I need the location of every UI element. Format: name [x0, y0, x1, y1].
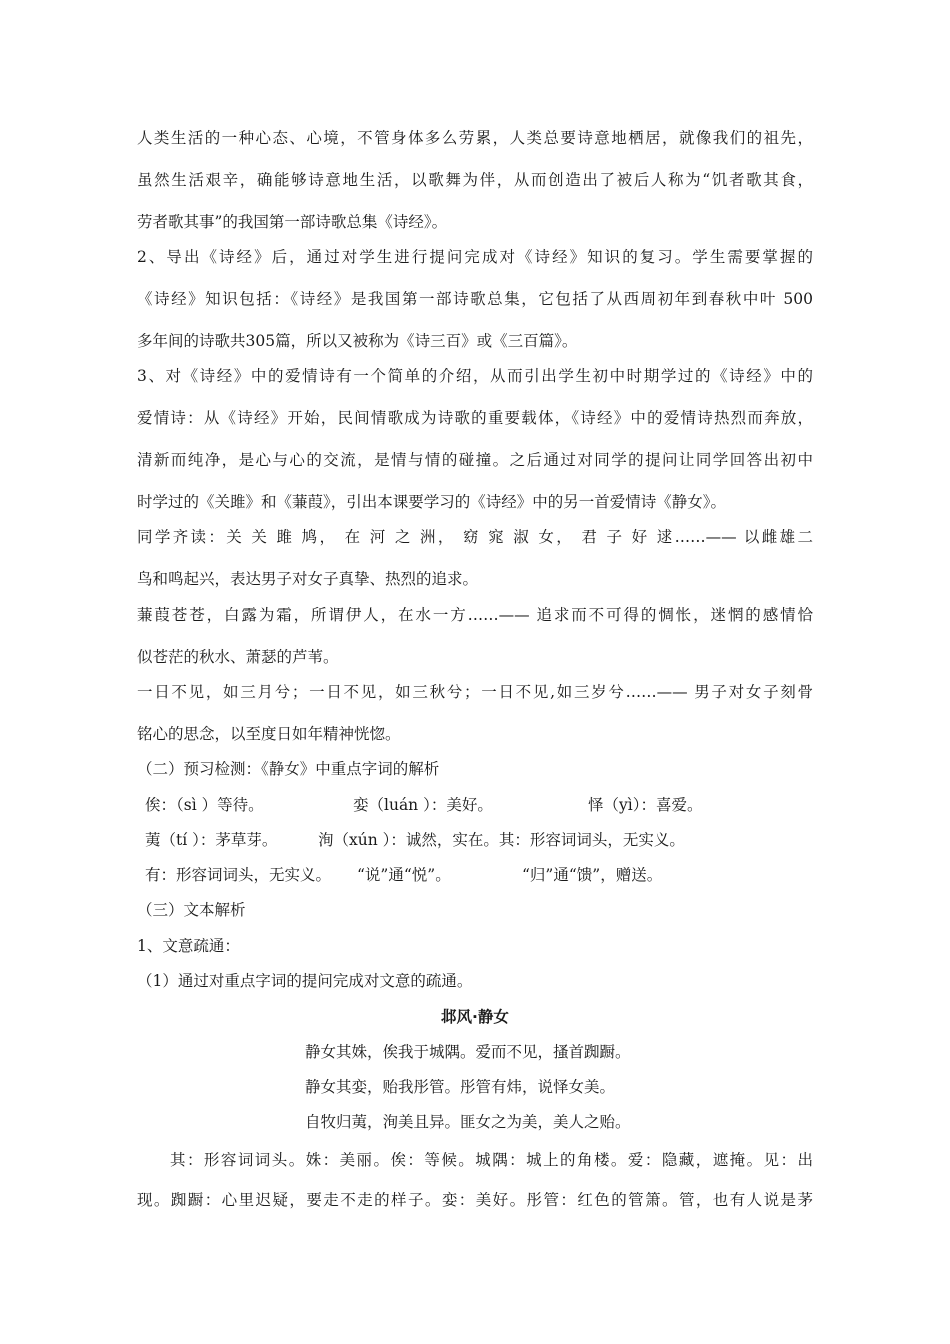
- vocab-item: 俟：（sì ）等待。: [145, 796, 264, 814]
- section-heading: （三）文本解析: [137, 901, 246, 919]
- vocab-item: “归”通“馈”，赠送。: [522, 866, 663, 884]
- vocab-item: 怿（yì）：喜爱。: [588, 796, 703, 814]
- paragraph-line: 2、导出《诗经》后，通过对学生进行提问完成对《诗经》知识的复习。学生需要掌握的: [137, 248, 813, 266]
- paragraph-line: 其：形容词词头。姝：美丽。俟：等候。城隅：城上的角楼。爱：隐藏，遮掩。见：出: [170, 1151, 813, 1169]
- paragraph-line: 铭心的思念，以至度日如年精神恍惚。: [137, 725, 401, 743]
- paragraph-line: 劳者歌其事”的我国第一部诗歌总集《诗经》。: [137, 213, 448, 231]
- poem-line: 静女其娈，贻我彤管。彤管有炜，说怿女美。: [305, 1078, 616, 1096]
- paragraph-line: 鸟和鸣起兴，表达男子对女子真挚、热烈的追求。: [137, 570, 479, 588]
- paragraph-line: 现。踟蹰：心里迟疑，要走不走的样子。娈：美好。彤管：红色的管箫。管，也有人说是茅: [137, 1191, 813, 1209]
- paragraph-line: 同学齐读：关 关 雎 鸠， 在 河 之 洲， 窈 窕 淑 女， 君 子 好 逑……—— 以雌雄二: [137, 528, 813, 546]
- vocab-item: 洵（xún ）：诚然，实在。其：形容词词头，无实义。: [318, 831, 685, 849]
- paragraph-line: 虽然生活艰辛，确能够诗意地生活，以歌舞为伴，从而创造出了被后人称为“饥者歌其食，: [137, 171, 813, 189]
- paragraph-line: 1、文意疏通：: [137, 937, 240, 955]
- paragraph-line: 人类生活的一种心态、心境，不管身体多么劳累，人类总要诗意地栖居，就像我们的祖先，: [137, 129, 813, 147]
- vocab-item: “说”通“悦”。: [357, 866, 451, 884]
- paragraph-line: （1）通过对重点字词的提问完成对文意的疏通。: [137, 972, 473, 990]
- section-heading: （二）预习检测：《静女》中重点字词的解析: [137, 760, 440, 778]
- paragraph-line: 爱情诗：从《诗经》开始，民间情歌成为诗歌的重要载体，《诗经》中的爱情诗热烈而奔放，: [137, 409, 813, 427]
- poem-line: 静女其姝，俟我于城隅。爱而不见，搔首踟蹰。: [305, 1043, 631, 1061]
- paragraph-line: 《诗经》知识包括：《诗经》是我国第一部诗歌总集，它包括了从西周初年到春秋中叶 500: [137, 290, 813, 308]
- paragraph-line: 时学过的《关雎》和《蒹葭》，引出本课要学习的《诗经》中的另一首爱情诗《静女》。: [137, 493, 727, 511]
- paragraph-line: 清新而纯净，是心与心的交流，是情与情的碰撞。之后通过对同学的提问让同学回答出初中: [137, 451, 813, 469]
- poem-line: 自牧归荑，洵美且异。匪女之为美，美人之贻。: [305, 1113, 631, 1131]
- paragraph-line: 3、对《诗经》中的爱情诗有一个简单的介绍，从而引出学生初中时期学过的《诗经》中的: [137, 367, 813, 385]
- paragraph-line: 一日不见，如三月兮；一日不见，如三秋兮；一日不见,如三岁兮……—— 男子对女子刻骨: [137, 683, 813, 701]
- vocab-item: 荑（tí ）：茅草芽。: [145, 831, 278, 849]
- poem-title: 邶风·静女: [441, 1008, 509, 1026]
- vocab-item: 有：形容词词头，无实义。: [145, 866, 332, 884]
- paragraph-line: 似苍茫的秋水、萧瑟的芦苇。: [137, 648, 339, 666]
- paragraph-line: 多年间的诗歌共305篇，所以又被称为《诗三百》或《三百篇》。: [137, 332, 578, 350]
- paragraph-line: 蒹葭苍苍，白露为霜，所谓伊人，在水一方……—— 追求而不可得的惆怅，迷惘的感情恰: [137, 606, 813, 624]
- vocab-item: 娈（luán ）：美好。: [353, 796, 493, 814]
